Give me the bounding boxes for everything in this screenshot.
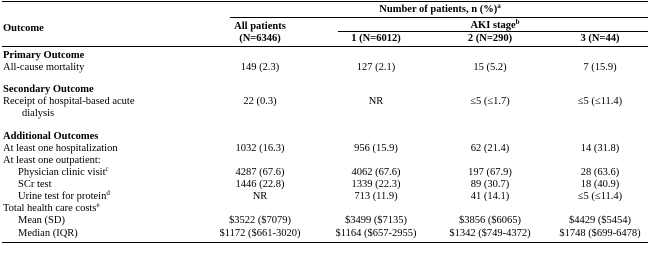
urine-s1: 713 (11.9) — [354, 191, 398, 202]
median-s1: $1164 ($657-2955) — [335, 228, 417, 239]
group-header-sup: a — [497, 2, 501, 10]
dialysis-s1: NR — [368, 96, 384, 107]
physician-visit-sup: c — [105, 165, 109, 173]
costs-text: Total health care costs — [3, 203, 97, 214]
mortality-all: 149 (2.3) — [240, 62, 280, 73]
physician-visit-text: Physician clinic visit — [18, 167, 106, 178]
dialysis-label-line2: dialysis — [22, 108, 55, 119]
hospitalization-all: 1032 (16.3) — [235, 143, 285, 154]
aki-stage-sup: b — [515, 18, 520, 26]
median-s3: $1748 ($699-6478) — [559, 228, 641, 239]
mortality-s3: 7 (15.9) — [583, 62, 617, 73]
urine-all: NR — [252, 191, 268, 202]
mean-all: $3522 ($7079) — [228, 215, 292, 226]
scr-all: 1446 (22.8) — [235, 179, 285, 190]
all-patients-header: All patients — [234, 21, 286, 32]
additional-outcomes-title: Additional Outcomes — [3, 131, 99, 142]
dialysis-label-line1: Receipt of hospital-based acute — [3, 96, 135, 107]
group-header — [230, 4, 650, 16]
aki-stage-rule — [338, 31, 648, 32]
median-all: $1172 ($661-3020) — [219, 228, 301, 239]
physician-s3: 28 (63.6) — [580, 167, 620, 178]
secondary-outcome-title: Secondary Outcome — [3, 84, 94, 95]
mean-s3: $4429 ($5454) — [568, 215, 632, 226]
mortality-s2: 15 (5.2) — [473, 62, 507, 73]
costs-label — [3, 203, 100, 215]
group-header-label: Number of patients, n (%) — [379, 4, 498, 15]
dialysis-s2: ≤5 (≤1.7) — [470, 96, 510, 107]
physician-all: 4287 (67.6) — [235, 167, 285, 178]
all-patients-n: (N=6346) — [239, 33, 281, 44]
stage3-header: 3 (N=44) — [580, 33, 620, 44]
mortality-label: All-cause mortality — [3, 62, 85, 73]
outcome-header: Outcome — [3, 23, 44, 34]
group-header-rule — [230, 17, 648, 18]
mean-s1: $3499 ($7135) — [344, 215, 408, 226]
urine-s2: 41 (14.1) — [470, 191, 510, 202]
mean-label: Mean (SD) — [18, 215, 65, 226]
median-label: Median (IQR) — [18, 228, 78, 239]
hospitalization-s1: 956 (15.9) — [354, 143, 398, 154]
scr-s2: 89 (30.7) — [470, 179, 510, 190]
primary-outcome-title: Primary Outcome — [3, 50, 85, 61]
dialysis-s3: ≤5 (≤11.4) — [577, 96, 623, 107]
median-s2: $1342 ($749-4372) — [449, 228, 531, 239]
stage1-header: 1 (N=6012) — [351, 33, 401, 44]
stage2-header: 2 (N=290) — [467, 33, 513, 44]
urine-s3: ≤5 (≤11.4) — [577, 191, 623, 202]
header-bottom-rule — [2, 46, 648, 47]
top-rule — [2, 1, 648, 2]
urine-test-text: Urine test for protein — [18, 191, 107, 202]
aki-stage-label: AKI stage — [470, 20, 516, 31]
bottom-rule — [2, 242, 648, 243]
hospitalization-s3: 14 (31.8) — [580, 143, 620, 154]
outpatient-label: At least one outpatient: — [3, 155, 101, 166]
scr-s3: 18 (40.9) — [580, 179, 620, 190]
scr-test-label: SCr test — [18, 179, 52, 190]
physician-s1: 4062 (67.6) — [351, 167, 401, 178]
costs-sup: e — [96, 201, 100, 209]
physician-visit-label — [18, 167, 109, 179]
hospitalization-s2: 62 (21.4) — [470, 143, 510, 154]
scr-s1: 1339 (22.3) — [351, 179, 401, 190]
mortality-s1: 127 (2.1) — [356, 62, 396, 73]
hospitalization-label: At least one hospitalization — [3, 143, 118, 154]
physician-s2: 197 (67.9) — [468, 167, 512, 178]
urine-test-sup: d — [106, 189, 110, 197]
dialysis-all: 22 (0.3) — [243, 96, 277, 107]
mean-s2: $3856 ($6065) — [458, 215, 522, 226]
